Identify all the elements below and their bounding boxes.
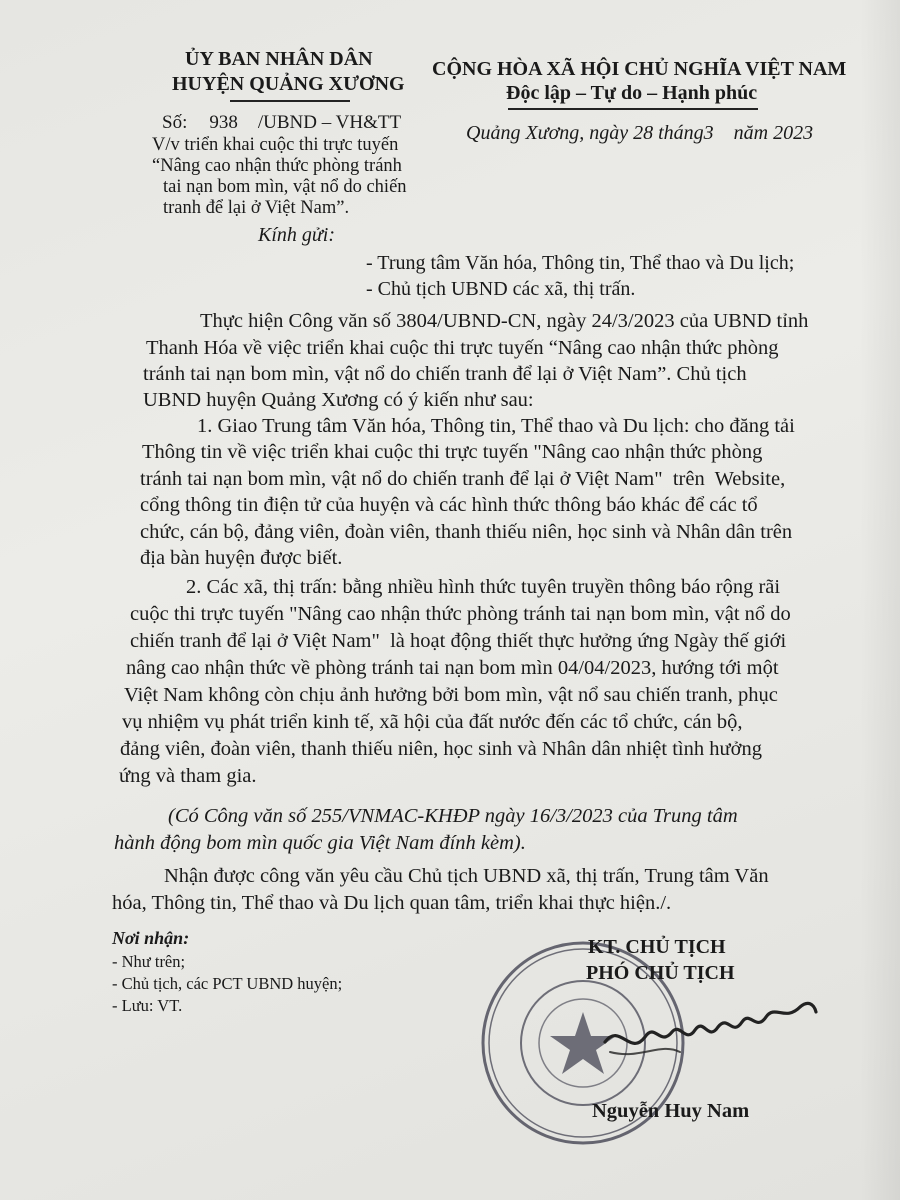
body-line: Thông tin về việc triển khai cuộc thi trực tuyến "Nâng cao nhận thức phòng — [142, 441, 763, 463]
body-line: Thanh Hóa về việc triển khai cuộc thi trực tuyến “Nâng cao nhận thức phòng — [146, 337, 779, 359]
body-line: vụ nhiệm vụ phát triển kinh tế, xã hội của đất nước đến các tổ chức, cán bộ, — [122, 711, 743, 733]
attachment-note: (Có Công văn số 255/VNMAC-KHĐP ngày 16/3/2023 của Trung tâm — [168, 805, 738, 827]
body-line: tránh tai nạn bom mìn, vật nổ do chiến tranh để lại ở Việt Nam”. Chủ tịch — [143, 363, 747, 385]
body-line: hóa, Thông tin, Thể thao và Du lịch quan tâm, triển khai thực hiện./. — [112, 892, 672, 914]
so-number: 938 — [209, 112, 238, 133]
national-title: CỘNG HÒA XÃ HỘI CHỦ NGHĨA VIỆT NAM — [432, 58, 847, 80]
body-line: 2. Các xã, thị trấn: bằng nhiều hình thức tuyên truyền thông báo rộng rãi — [186, 576, 781, 598]
recipients-item: - Lưu: VT. — [112, 996, 183, 1015]
greeting-label: Kính gửi: — [258, 224, 336, 246]
body-line: cuộc thi trực tuyến "Nâng cao nhận thức phòng tránh tai nạn bom mìn, vật nổ do — [130, 603, 791, 625]
org-name-line2: HUYỆN QUẢNG XƯƠNG — [172, 73, 405, 95]
recipient-item: - Chủ tịch UBND các xã, thị trấn. — [366, 278, 636, 300]
page-shadow — [860, 0, 900, 1200]
body-line: chiến tranh để lại ở Việt Nam" là hoạt động thiết thực hưởng ứng Ngày thế giới — [130, 630, 787, 652]
body-line: 1. Giao Trung tâm Văn hóa, Thông tin, Thể thao và Du lịch: cho đăng tải — [197, 415, 795, 437]
attachment-note: hành động bom mìn quốc gia Việt Nam đính kèm). — [114, 832, 526, 854]
body-line: đảng viên, đoàn viên, thanh thiếu niên, học sinh và Nhân dân nhiệt tình hưởng — [120, 738, 762, 760]
recipients-label: Nơi nhận: — [112, 928, 190, 948]
date-line: Quảng Xương, ngày 28 tháng3 năm 2023 — [466, 122, 814, 144]
subject-line: tai nạn bom mìn, vật nổ do chiến — [163, 177, 407, 197]
signature-title: KT. CHỦ TỊCH — [588, 936, 726, 958]
subject-line: “Nâng cao nhận thức phòng tránh — [152, 156, 402, 176]
org-name-line1: ỦY BAN NHÂN DÂN — [185, 48, 373, 70]
body-line: tránh tai nạn bom mìn, vật nổ do chiến tranh để lại ở Việt Nam" trên Website, — [140, 468, 786, 490]
signer-name: Nguyễn Huy Nam — [592, 1100, 750, 1122]
so-label: Số: — [162, 112, 188, 133]
document-number — [162, 112, 401, 134]
national-motto: Độc lập – Tự do – Hạnh phúc — [506, 82, 758, 104]
body-line: chức, cán bộ, đảng viên, đoàn viên, thanh thiếu niên, học sinh và Nhân dân trên — [140, 521, 793, 543]
motto-underline — [508, 108, 758, 110]
body-line: Việt Nam không còn chịu ảnh hưởng bởi bom mìn, vật nổ sau chiến tranh, phục — [124, 684, 778, 706]
org-underline — [230, 100, 350, 102]
handwritten-signature — [600, 982, 820, 1082]
subject-line: tranh để lại ở Việt Nam”. — [163, 198, 350, 218]
recipients-item: - Chủ tịch, các PCT UBND huyện; — [112, 974, 343, 993]
body-line: Nhận được công văn yêu cầu Chủ tịch UBND xã, thị trấn, Trung tâm Văn — [164, 865, 769, 887]
body-line: Thực hiện Công văn số 3804/UBND-CN, ngày 24/3/2023 của UBND tỉnh — [200, 310, 809, 332]
recipients-item: - Như trên; — [112, 952, 186, 971]
body-line: nâng cao nhận thức về phòng tránh tai nạn bom mìn 04/04/2023, hướng tới một — [126, 657, 779, 679]
recipient-item: - Trung tâm Văn hóa, Thông tin, Thể thao và Du lịch; — [366, 252, 795, 274]
subject-line: V/v triển khai cuộc thi trực tuyến — [152, 135, 399, 155]
body-line: UBND huyện Quảng Xương có ý kiến như sau: — [143, 389, 534, 411]
signature-subtitle: PHÓ CHỦ TỊCH — [586, 962, 735, 984]
body-line: ứng và tham gia. — [119, 765, 257, 787]
body-line: địa bàn huyện được biết. — [140, 547, 343, 569]
body-line: cổng thông tin điện tử của huyện và các hình thức thông báo khác để các tổ — [140, 494, 758, 516]
so-suffix: /UBND – VH&TT — [257, 112, 402, 133]
